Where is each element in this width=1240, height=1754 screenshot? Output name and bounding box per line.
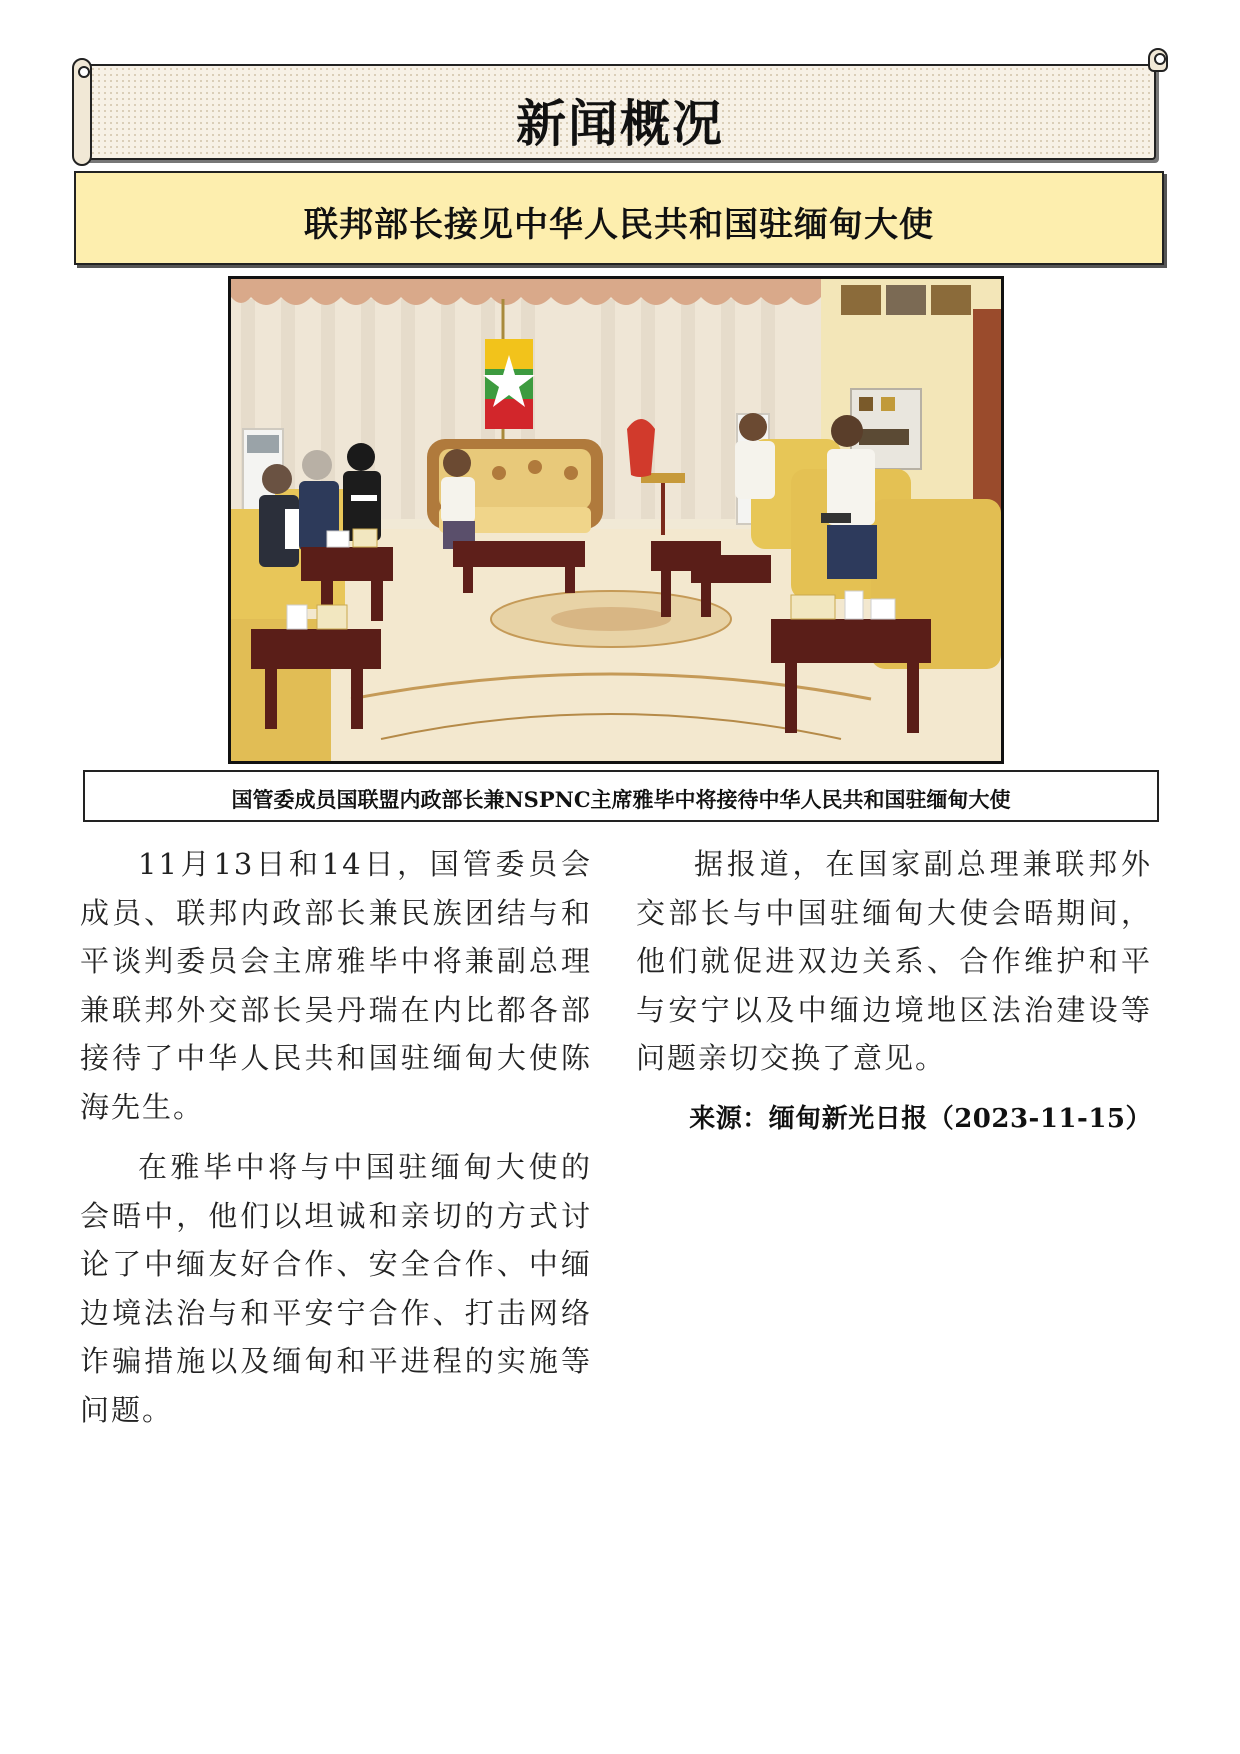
photo-caption: 国管委成员国联盟内政部长兼NSPNC主席雅毕中将接待中华人民共和国驻缅甸大使 <box>231 787 1011 812</box>
article-source: 来源：缅甸新光日报（2023-11-15） <box>689 1103 1152 1134</box>
article-paragraph: 11月13日和14日，国管委员会成员、联邦内政部长兼民族团结与和平谈判委员会主席雅毕中将兼副总理兼联邦外交部长吴丹瑞在内比都各部接待了中华人民共和国驻缅甸大使陈海先生。 <box>80 847 592 1124</box>
article-left-column <box>80 840 592 1446</box>
news-photo <box>228 276 1004 764</box>
article-right-column <box>636 840 1152 1143</box>
article-paragraph: 在雅毕中将与中国驻缅甸大使的会晤中，他们以坦诚和亲切的方式讨论了中缅友好合作、安全合作、中缅边境法治与和平安宁合作、打击网络诈骗措施以及缅甸和平进程的实施等问题。 <box>80 1150 592 1427</box>
scroll-curl-right-icon <box>1148 48 1168 72</box>
article-headline: 联邦部长接见中华人民共和国驻缅甸大使 <box>304 205 934 245</box>
meeting-room-illustration <box>231 279 1001 761</box>
section-title: 新闻概况 <box>516 94 724 153</box>
headline-box <box>74 171 1164 265</box>
photo-caption-box <box>83 770 1159 822</box>
article-paragraph: 据报道，在国家副总理兼联邦外交部长与中国驻缅甸大使会晤期间，他们就促进双边关系、合作维护和平与安宁以及中缅边境地区法治建设等问题亲切交换了意见。 <box>636 847 1152 1075</box>
section-banner <box>72 58 1168 166</box>
